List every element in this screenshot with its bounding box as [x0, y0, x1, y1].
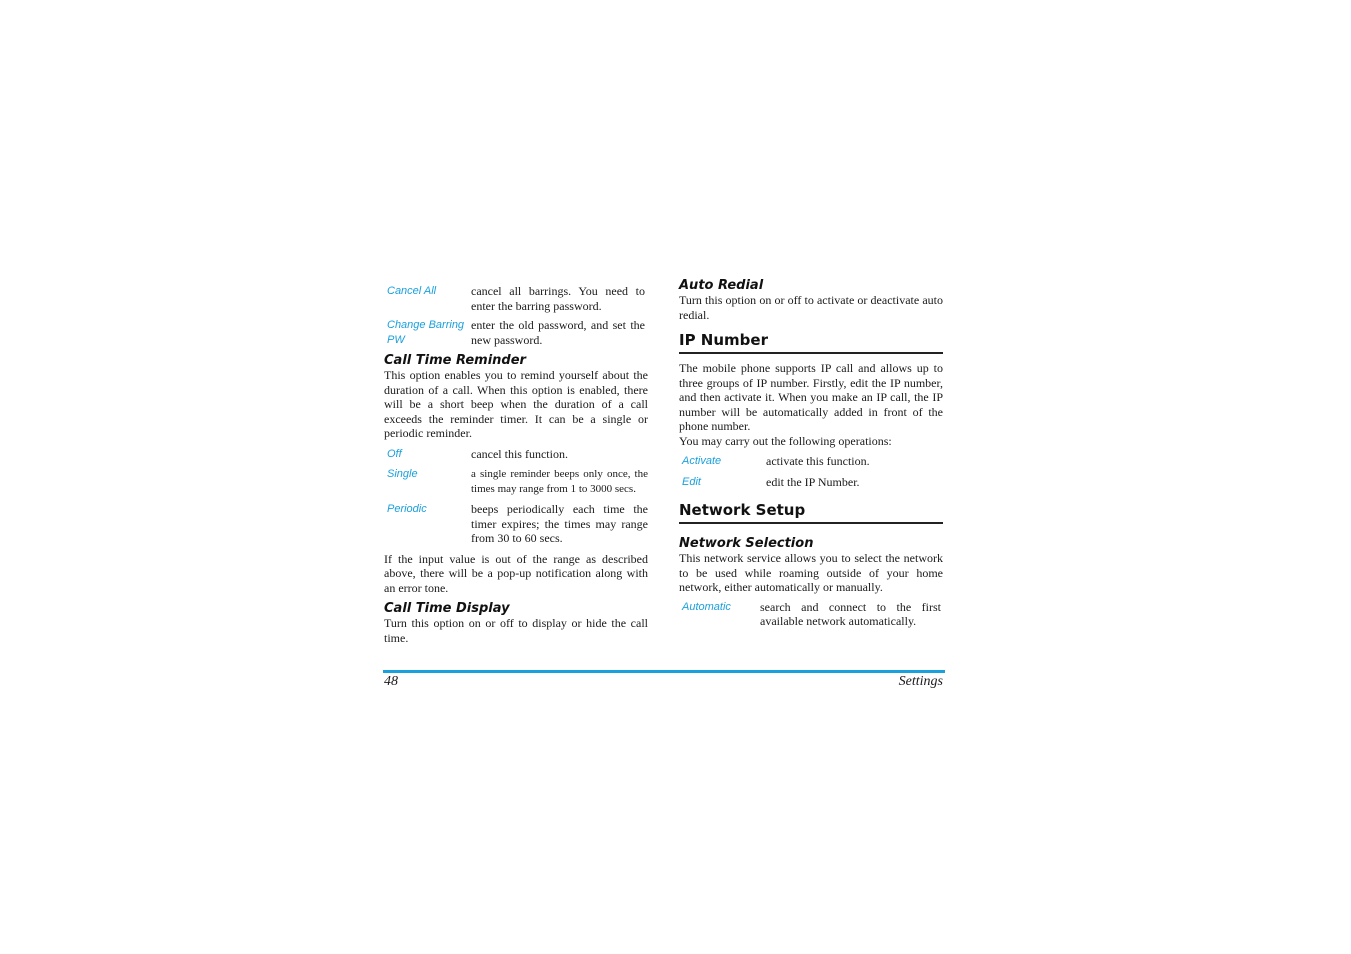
left-column: [384, 278, 648, 645]
option-periodic: [384, 502, 648, 546]
network-setup-heading: Network Setup: [679, 501, 943, 524]
option-term: Edit: [682, 475, 701, 488]
option-off: [384, 447, 648, 462]
option-term: Automatic: [682, 600, 731, 613]
call-time-display-body: Turn this option on or off to display or hide the call time.: [384, 616, 648, 645]
footer-section-title: Settings: [898, 674, 943, 689]
option-activate: [679, 454, 943, 469]
option-description: cancel this function.: [471, 446, 568, 461]
option-description: cancel all barrings. You need to enter the barring password.: [471, 284, 645, 313]
ip-number-body: The mobile phone supports IP call and allows up to three groups of IP number. Firstly, edit the IP number, and then activate it. When you make an IP call, the IP number will be automatically added in front of the phone number.: [679, 361, 943, 433]
option-term: Off: [387, 447, 402, 460]
range-note: If the input value is out of the range as described above, there will be a pop-up notification along with an error tone.: [384, 551, 648, 595]
option-description: a single reminder beeps only once, the times may range from 1 to 3000 secs.: [471, 468, 648, 495]
option-single: [384, 467, 648, 496]
option-description: beeps periodically each time the timer expires; the times may range from 30 to 60 secs.: [471, 502, 648, 545]
option-description: activate this function.: [766, 454, 870, 468]
network-selection-heading: Network Selection: [679, 536, 814, 551]
option-term: Change Barring PW: [387, 319, 465, 346]
option-term: Periodic: [387, 503, 427, 515]
footer-rule: [383, 670, 945, 673]
call-time-display-heading: Call Time Display: [384, 601, 510, 616]
option-description: search and connect to the first available network automatically.: [760, 599, 941, 628]
call-time-reminder-heading: Call Time Reminder: [384, 353, 526, 368]
page-number: 48: [384, 674, 398, 689]
option-automatic: [679, 600, 943, 629]
option-term: Single: [387, 468, 418, 480]
option-description: edit the IP Number.: [766, 474, 860, 489]
option-edit: [679, 475, 943, 490]
network-selection-body: This network service allows you to select the network to be used while roaming outside of your home network, either automatically or manually.: [679, 551, 943, 594]
ip-number-heading: IP Number: [679, 331, 943, 354]
auto-redial-heading: Auto Redial: [679, 278, 764, 293]
option-change-barring-pw: [384, 318, 648, 347]
option-term: Cancel All: [387, 285, 437, 297]
option-description: enter the old password, and set the new password.: [471, 318, 645, 347]
call-time-reminder-body: This option enables you to remind yourself about the duration of a call. When this option is enabled, there will be a short beep when the duration of a call exceeds the reminder timer. It can be a single or periodic reminder.: [384, 368, 648, 440]
right-column: [679, 278, 943, 629]
auto-redial-body: Turn this option on or off to activate or deactivate auto redial.: [679, 293, 943, 322]
ip-number-lead: You may carry out the following operations:: [679, 433, 892, 448]
option-term: Activate: [682, 455, 722, 467]
option-cancel-all: [384, 284, 648, 313]
